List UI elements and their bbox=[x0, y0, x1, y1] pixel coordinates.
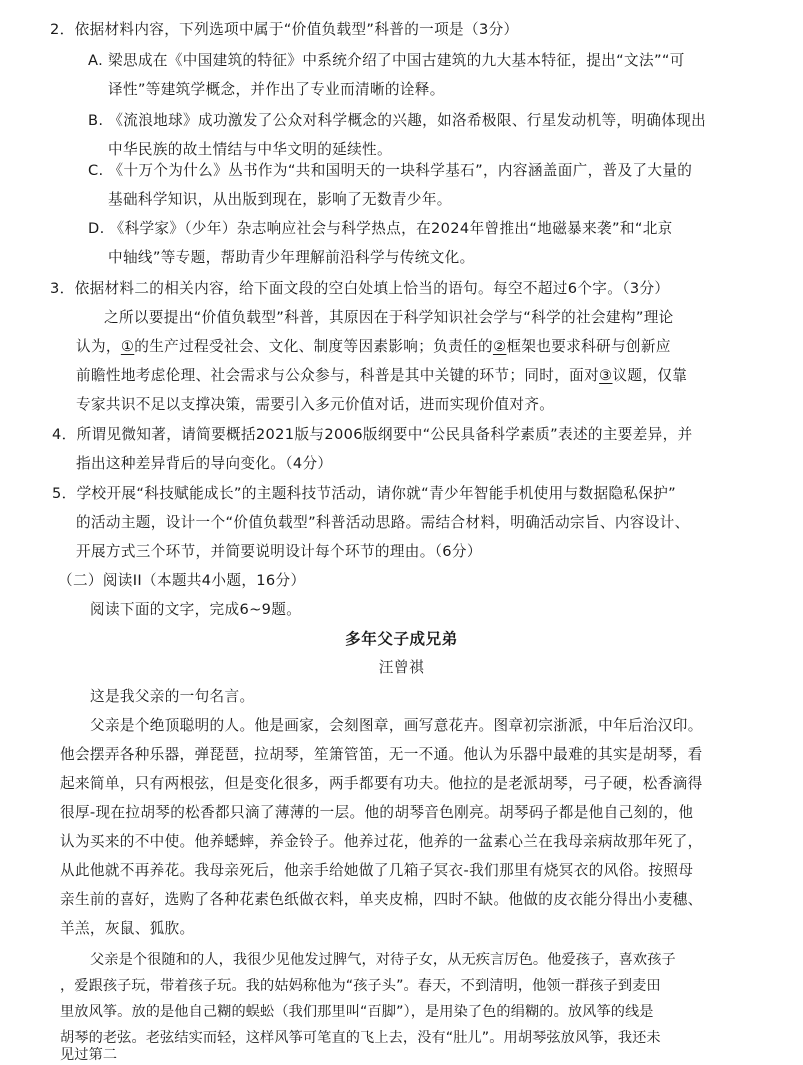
article-line: 见过第二 bbox=[60, 1047, 118, 1063]
q2-option-b-line2: 中华民族的故土情结与中华文明的延续性。 bbox=[108, 141, 392, 158]
q4-line2: 指出这种差异背后的导向变化。（4分） bbox=[76, 455, 333, 472]
article-line: 起来简单，只有两根弦，但是变化很多，两手都要有功夫。他拉的是老派胡琴，弓子硬，松香滴得 bbox=[60, 775, 703, 792]
q3-passage-line3-end: 议题，仅靠 bbox=[612, 367, 688, 384]
q5-line1: 5．学校开展“科技赋能成长”的主题科技节活动，请你就“青少年智能手机使用与数据隐私保护” bbox=[52, 485, 677, 502]
q2-option-d-line1: D. 《科学家》（少年）杂志响应社会与科学热点，在2024年曾推出“地磁暴来袭”和“北京 bbox=[88, 220, 673, 237]
q3-passage-line3 bbox=[76, 366, 687, 386]
q3-stem: 3．依据材料二的相关内容，给下面文段的空白处填上恰当的语句。每空不超过6个字。（3分） bbox=[50, 280, 670, 297]
q2-option-a-line1: A. 梁思成在《中国建筑的特征》中系统介绍了中国古建筑的九大基本特征，提出“文法”“可 bbox=[88, 52, 685, 69]
q3-passage-line2-start: 认为， bbox=[76, 338, 121, 355]
q2-option-b-line1: B. 《流浪地球》成功激发了公众对科学概念的兴趣，如洛希极限、行星发动机等，明确体现出 bbox=[88, 112, 707, 129]
article-line: 很厚-现在拉胡琴的松香都只滴了薄薄的一层。他的胡琴音色刚亮。胡琴码子都是他自己刻的，他 bbox=[60, 804, 694, 821]
section-heading: （二）阅读II（本题共4小题，16分） bbox=[58, 572, 306, 589]
q2-option-d-line2: 中轴线”等专题，帮助青少年理解前沿科学与传统文化。 bbox=[108, 249, 475, 266]
article-title: 多年父子成兄弟 bbox=[345, 630, 458, 648]
article-author: 汪曾祺 bbox=[378, 659, 425, 676]
article-line: 父亲是个绝顶聪明的人。他是画家，会刻图章，画写意花卉。图章初宗浙派，中年后治汉印。 bbox=[90, 717, 703, 734]
q3-passage-line3-start: 前瞻性地考虑伦理、社会需求与公众参与，科普是其中关键的环节；同时，面对 bbox=[76, 367, 600, 384]
q5-line3: 开展方式三个环节，并简要说明设计每个环节的理由。（6分） bbox=[76, 543, 482, 560]
q3-passage-line1: 之所以要提出“价值负载型”科普，其原因在于科学知识社会学与“科学的社会建构”理论 bbox=[104, 309, 674, 326]
q5-line2: 的活动主题，设计一个“价值负载型”科普活动思路。需结合材料，明确活动宗旨、内容设计、 bbox=[76, 514, 690, 531]
q4-line1: 4．所谓见微知著，请简要概括2021版与2006版纲要中“公民具备科学素质”表述的主要差异，并 bbox=[52, 426, 693, 443]
q3-passage-line2 bbox=[76, 337, 671, 357]
article-line: 胡琴的老弦。老弦结实而轻，这样风筝可笔直的飞上去，没有“肚儿”。用胡琴弦放风筝，我还未 bbox=[60, 1030, 661, 1046]
article-line: 亲生前的喜好，选购了各种花素色纸做衣料，单夹皮棉，四时不缺。他做的皮衣能分得出小麦穗、 bbox=[60, 891, 703, 908]
article-line: 父亲是个很随和的人，我很少见他发过脾气，对待子女，从无疾言厉色。他爱孩子，喜欢孩子 bbox=[90, 952, 676, 968]
q2-stem: 2．依据材料内容，下列选项中属于“价值负载型”科普的一项是（3分） bbox=[50, 21, 519, 38]
q2-option-c-line1: C. 《十万个为什么》丛书作为“共和国明天的一块科学基石”，内容涵盖面广，普及了大量的 bbox=[88, 162, 693, 179]
article-line: 从此他就不再养花。我母亲死后，他亲手给她做了几箱子冥衣-我们那里有烧冥衣的风俗。按照母 bbox=[60, 862, 694, 879]
article-line: 他会摆弄各种乐器，弹琵琶，拉胡琴，笙箫管笛，无一不通。他认为乐器中最难的其实是胡琴，看 bbox=[60, 746, 703, 763]
article-line: 羊羔，灰鼠、狐肷。 bbox=[60, 920, 195, 937]
q3-passage-line2-mid: 的生产过程受社会、文化、制度等因素影响；负责任的 bbox=[134, 338, 493, 355]
fill-blank-3: ③ bbox=[599, 367, 613, 384]
fill-blank-2: ② bbox=[492, 338, 507, 355]
q3-passage-line4: 专家共识不足以支撑决策，需要引入多元价值对话，进而实现价值对齐。 bbox=[76, 396, 555, 413]
article-line: 这是我父亲的一句名言。 bbox=[90, 688, 255, 705]
q2-option-c-line2: 基础科学知识，从出版到现在，影响了无数青少年。 bbox=[108, 191, 452, 208]
q2-option-a-line2: 译性”等建筑学概念，并作出了专业而清晰的诠释。 bbox=[108, 81, 445, 98]
article-line: 里放风筝。放的是他自己糊的蜈蚣（我们那里叫“百脚”），是用染了色的绢糊的。放风筝的线是 bbox=[60, 1004, 654, 1020]
fill-blank-1: ① bbox=[120, 338, 135, 355]
q3-passage-line2-end: 框架也要求科研与创新应 bbox=[506, 338, 671, 355]
article-line: ，爱跟孩子玩，带着孩子玩。我的姑妈称他为“孩子头”。春天，不到清明，他领一群孩子到麦田 bbox=[60, 978, 661, 994]
article-line: 认为买来的不中使。他养蟋蟀，养金铃子。他养过花，他养的一盆素心兰在我母亲病故那年死了， bbox=[60, 833, 703, 850]
reading-instruction: 阅读下面的文字，完成6~9题。 bbox=[90, 601, 302, 618]
